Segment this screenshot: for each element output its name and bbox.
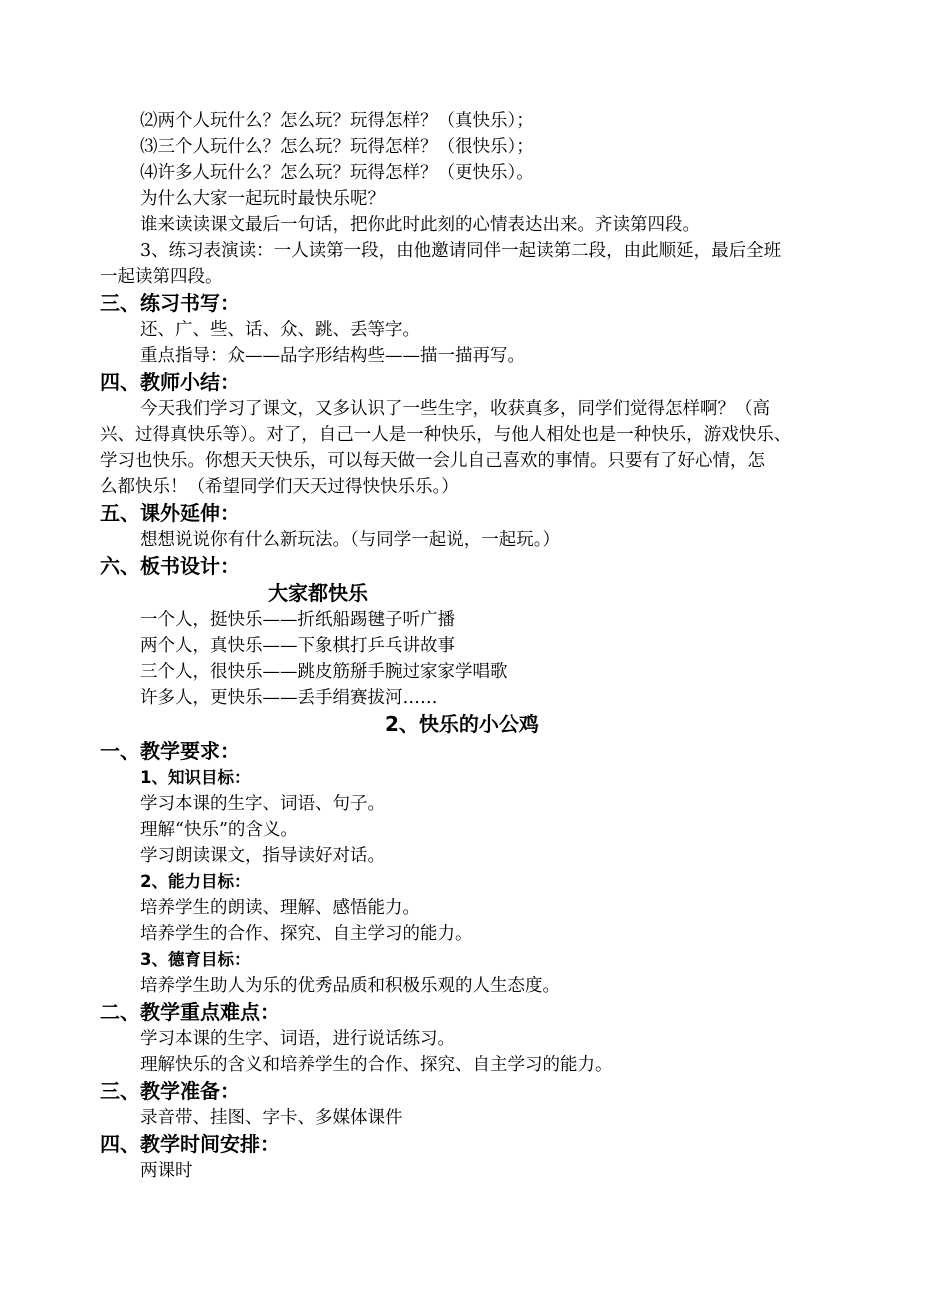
board-heading: 六、板书设计：	[100, 554, 240, 578]
summary-heading: 四、教师小结：	[100, 370, 240, 394]
board-row: 许多人，更快乐——丢手绢赛拔河……	[140, 688, 438, 708]
knowledge-item: 学习朗读课文，指导读好对话。	[140, 846, 385, 866]
why-question: 为什么大家一起玩时最快乐呢？	[140, 189, 385, 209]
knowledge-heading: 1、知识目标：	[140, 768, 251, 787]
writing-heading: 三、练习书写：	[100, 291, 240, 315]
summary-line3: 学习也快乐。你想天天快乐，可以每天做一会儿自己喜欢的事情。只要有了好心情，怎	[100, 451, 765, 471]
knowledge-item: 学习本课的生字、词语、句子。	[140, 794, 385, 814]
moral-heading: 3、德育目标：	[140, 950, 251, 969]
time-text: 两课时	[140, 1161, 193, 1181]
key-point-item: 学习本课的生字、词语，进行说话练习。	[140, 1029, 455, 1049]
question-three: ⑶三个人玩什么？怎么玩？玩得怎样？（很快乐）；	[140, 137, 534, 157]
ability-item: 培养学生的合作、探究、自主学习的能力。	[140, 924, 473, 944]
time-heading: 四、教学时间安排：	[100, 1132, 280, 1156]
practice-reading-line2: 一起读第四段。	[100, 267, 223, 287]
practice-reading-line1: 3、练习表演读：一人读第一段，由他邀请同伴一起读第二段，由此顺延，最后全班	[140, 241, 782, 261]
ability-item: 培养学生的朗读、理解、感悟能力。	[140, 898, 420, 918]
board-row: 三个人，很快乐——跳皮筋掰手腕过家家学唱歌	[140, 662, 508, 682]
ability-heading: 2、能力目标：	[140, 872, 251, 891]
preparation-text: 录音带、挂图、字卡、多媒体课件	[140, 1108, 403, 1128]
key-point-item: 理解快乐的含义和培养学生的合作、探究、自主学习的能力。	[140, 1055, 613, 1075]
writing-focus: 重点指导：众——品字形结构些——描一描再写。	[140, 346, 525, 366]
key-points-heading: 二、教学重点难点：	[100, 1000, 280, 1024]
requirements-heading: 一、教学要求：	[100, 739, 240, 763]
writing-chars: 还、广、些、话、众、跳、丢等字。	[140, 320, 420, 340]
summary-line4: 么都快乐！（希望同学们天天过得快快乐乐。）	[100, 477, 459, 497]
document-page	[0, 108, 950, 1184]
board-title: 大家都快乐	[268, 581, 368, 605]
extension-heading: 五、课外延伸：	[100, 501, 240, 525]
board-row: 两个人，真快乐——下象棋打乒乓讲故事	[140, 636, 455, 656]
lesson-title: 2、快乐的小公鸡	[385, 712, 539, 736]
extension-text: 想想说说你有什么新玩法。（与同学一起说，一起玩。）	[140, 530, 560, 550]
summary-line1: 今天我们学习了课文，又多认识了一些生字，收获真多，同学们觉得怎样啊？（高	[140, 399, 770, 419]
preparation-heading: 三、教学准备：	[100, 1079, 240, 1103]
moral-item: 培养学生助人为乐的优秀品质和积极乐观的人生态度。	[140, 976, 560, 996]
summary-line2: 兴、过得真快乐等）。对了，自己一人是一种快乐，与他人相处也是一种快乐，游戏快乐、	[100, 425, 792, 445]
question-two: ⑵两个人玩什么？怎么玩？玩得怎样？（真快乐）；	[140, 111, 534, 131]
read-last-sentence: 谁来读读课文最后一句话，把你此时此刻的心情表达出来。齐读第四段。	[140, 215, 700, 235]
question-four: ⑷许多人玩什么？怎么玩？玩得怎样？（更快乐）。	[140, 163, 534, 183]
knowledge-item: 理解“快乐”的含义。	[140, 820, 298, 840]
board-row: 一个人，挺快乐——折纸船踢毽子听广播	[140, 610, 455, 630]
